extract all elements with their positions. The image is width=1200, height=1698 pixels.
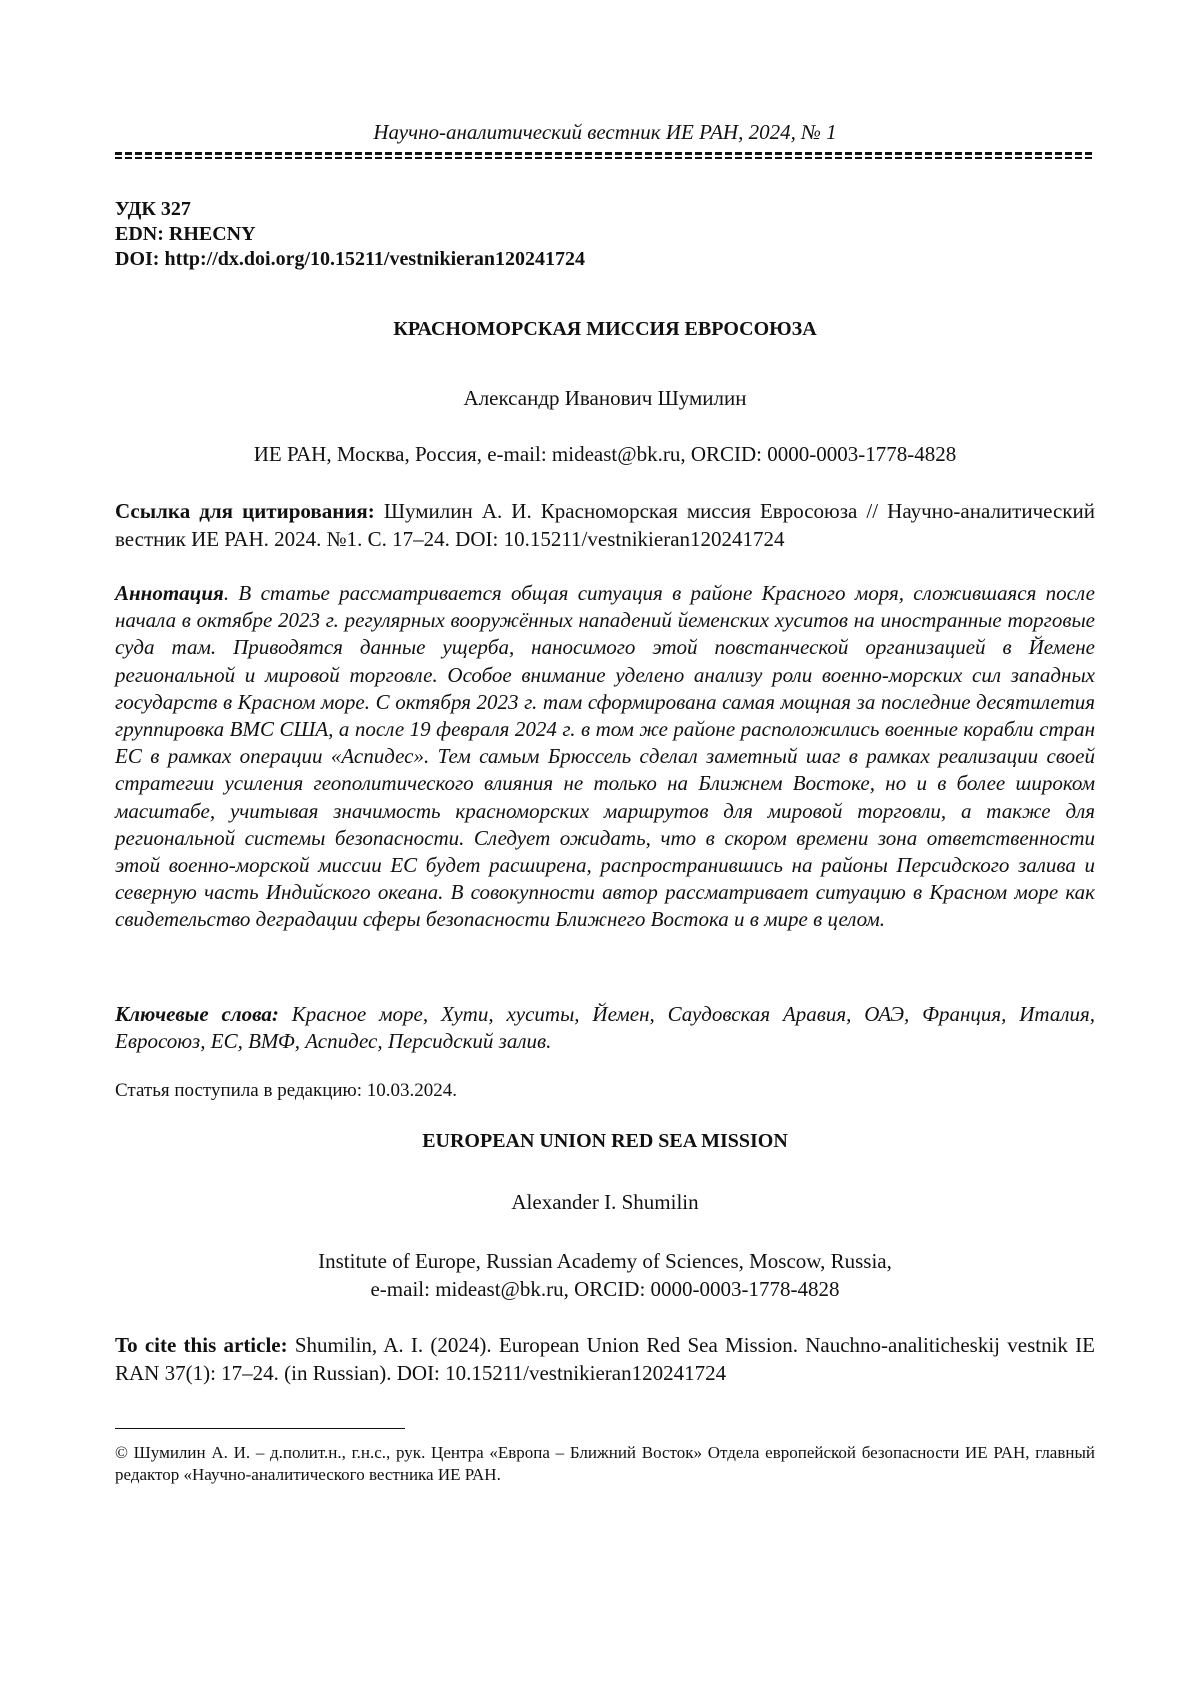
affiliation-en-line2: e-mail: mideast@bk.ru, ORCID: 0000-0003-1778-4828 [370, 1277, 840, 1301]
citation-ru [115, 497, 1095, 553]
keywords-ru-text: Красное море, Хути, хуситы, Йемен, Саудовская Аравия, ОАЭ, Франция, Италия, Евросоюз, ЕС, ВМФ, Аспидес, Персидский залив. [115, 1002, 1095, 1054]
footnote-separator [115, 1428, 405, 1429]
citation-en-label: To cite this article: [115, 1333, 288, 1357]
keywords-ru-label: Ключевые слова: [115, 1002, 279, 1026]
footnote: © Шумилин А. И. – д.полит.н., г.н.с., рук. Центра «Европа – Ближний Восток» Отдела европейской безопасности ИЕ РАН, главный редактор «Научно-аналитического вестника ИЕ РАН. [115, 1443, 1095, 1484]
udk-code: УДК 327 [115, 198, 191, 220]
received-date: Статья поступила в редакцию: 10.03.2024. [115, 1080, 458, 1101]
abstract-ru-label: Аннотация [115, 581, 224, 605]
citation-ru-label: Ссылка для цитирования: [115, 499, 375, 523]
abstract-ru-text: . В статье рассматривается общая ситуация в районе Красного моря, сложившаяся после начала в октябре 2023 г. регулярных вооружённых нападений йеменских хуситов на иностранные торговые суда там. Приводятся данные ущерба, наносимого этой повстанческой организацией в Йемене региональной и мировой торговле. Особое внимание уделено анализу роли военно-морских сил западных государств в Красном море. С октября 2023 г. там сформирована самая мощная за последние десятилетия группировка ВМС США, а после 19 февраля 2024 г. в том же районе расположились военные корабли стран ЕС в рамках операции «Аспидес». Тем самым Брюссель сделал заметный шаг в рамках реализации своей стратегии усиления геополитического влияния не только на Ближнем Востоке, но и в более широком масштабе, учитывая значимость красноморских маршрутов для мировой торговли, а также для региональной системы безопасности. Следует ожидать, что в скором времени зона ответственности этой военно-морской миссии ЕС будет расширена, распространившись на районы Персидского залива и северную часть Индийского океана. В совокупности автор рассматривает ситуацию в Красном море как свидетельство деградации сферы безопасности Ближнего Востока и в мире в целом. [115, 581, 1095, 932]
author-en: Alexander I. Shumilin [511, 1190, 699, 1214]
citation-en [115, 1331, 1095, 1387]
author-ru: Александр Иванович Шумилин [463, 386, 747, 410]
title-ru: КРАСНОМОРСКАЯ МИССИЯ ЕВРОСОЮЗА [393, 318, 817, 340]
running-head: Научно-аналитический вестник ИЕ РАН, 2024, № 1 [373, 120, 837, 144]
article-meta [115, 197, 585, 272]
affiliation-en [115, 1247, 1095, 1303]
affiliation-ru: ИЕ РАН, Москва, Россия, e-mail: mideast@bk.ru, ORCID: 0000-0003-1778-4828 [253, 442, 957, 466]
keywords-ru [115, 1001, 1095, 1055]
doi-link[interactable]: DOI: http://dx.doi.org/10.15211/vestnikieran120241724 [115, 248, 586, 270]
abstract-ru [115, 580, 1095, 934]
edn-code: EDN: RHECNY [115, 223, 256, 245]
citation-ru-text: Шумилин А. И. Красноморская миссия Евросоюза // Научно-аналитический вестник ИЕ РАН. 2024. №1. С. 17–24. DOI: 10.15211/vestnikieran120241724 [115, 499, 1095, 551]
header-double-rule [115, 152, 1095, 159]
citation-en-text: Shumilin, A. I. (2024). European Union Red Sea Mission. Nauchno-analiticheskij vestnik IE RAN 37(1): 17–24. (in Russian). DOI: 10.15211/vestnikieran120241724 [115, 1333, 1095, 1385]
affiliation-en-line1: Institute of Europe, Russian Academy of Sciences, Moscow, Russia, [318, 1249, 892, 1273]
title-en: EUROPEAN UNION RED SEA MISSION [422, 1130, 788, 1152]
